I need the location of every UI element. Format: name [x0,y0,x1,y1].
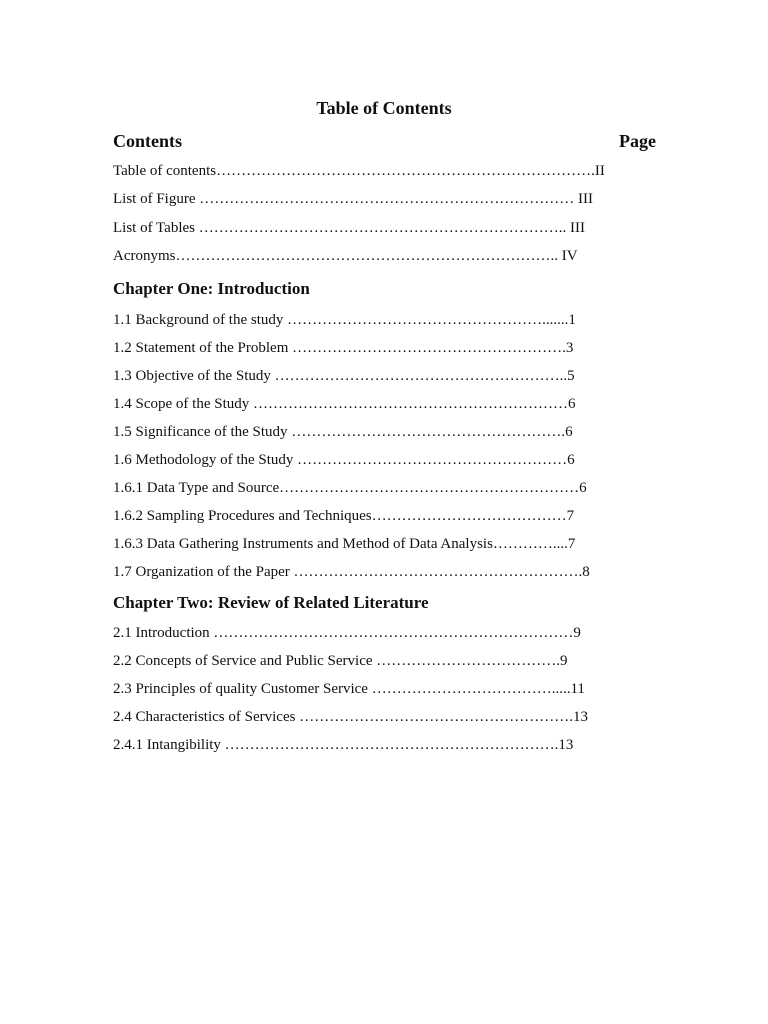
toc-page-number: 1 [568,312,576,328]
toc-entry-label: Acronyms [113,248,176,264]
toc-entry-label: 2.4 Characteristics of Services [113,709,296,725]
toc-leader-dots: ……………………………………………………… [249,396,568,412]
toc-entry-list-of-figure [113,189,593,209]
contents-column-heading: Contents [113,131,183,151]
toc-page-number: 6 [567,452,575,468]
toc-entry-1-6-2 [113,506,574,526]
toc-leader-dots: ………………………………………………. [288,340,566,356]
toc-entry-label: 2.1 Introduction [113,625,210,641]
toc-entry-1-2 [113,338,573,358]
toc-page-number: III [570,220,585,236]
toc-entry-label: 2.4.1 Intangibility [113,737,221,753]
toc-entry-label: 1.7 Organization of the Paper [113,564,290,580]
toc-leader-dots: ………………………………………………….. [270,368,568,384]
toc-page-number: 9 [560,653,568,669]
toc-entry-2-2 [113,651,568,671]
chapter-two-heading: Chapter Two: Review of Related Literature [113,593,429,612]
toc-leader-dots: ………………………………………………………………… [195,191,578,207]
toc-leader-dots: …………………………………………………………. [220,737,559,753]
toc-leader-dots: ………….... [492,536,568,552]
toc-leader-dots: …………………………………………………. [289,564,583,580]
toc-page-number: 6 [579,480,587,496]
toc-page-number: 13 [572,709,588,725]
toc-leader-dots: ……………………………………………....... [283,312,569,328]
toc-page-number: III [578,191,593,207]
toc-entry-2-1 [113,623,581,643]
toc-page-number: II [594,163,605,179]
toc-entry-label: List of Tables [113,220,195,236]
toc-leader-dots: ………………………………… [371,508,567,524]
toc-entry-label: 1.3 Objective of the Study [113,368,271,384]
toc-entry-label: 1.6.2 Sampling Procedures and Techniques [113,508,372,524]
toc-entry-table-of-contents [113,161,605,181]
toc-entry-label: 2.2 Concepts of Service and Public Service [113,653,373,669]
toc-leader-dots: …………………………………………………… [279,480,580,496]
toc-leader-dots: ……………………………………………………………… [209,625,574,641]
toc-entry-1-5 [113,422,573,442]
toc-entry-acronyms [113,246,578,266]
toc-entry-label: 1.6.1 Data Type and Source [113,480,280,496]
toc-page-number: 9 [573,625,581,641]
toc-page-number: 5 [567,368,575,384]
toc-entry-label: 1.2 Statement of the Problem [113,340,289,356]
toc-entry-2-4-1 [113,735,573,755]
toc-page-number: IV [561,248,578,264]
toc-leader-dots: ………………………………. [372,653,561,669]
document-title: Table of Contents [316,98,452,118]
toc-entry-1-4 [113,394,576,414]
toc-entry-label: 1.5 Significance of the Study [113,424,288,440]
toc-leader-dots: ………………………………..... [367,681,571,697]
toc-entry-label: 1.6 Methodology of the Study [113,452,294,468]
toc-page-number: 8 [582,564,590,580]
toc-leader-dots: ………………………………………………. [295,709,573,725]
toc-leader-dots: ………………………………………………. [287,424,566,440]
toc-entry-label: 1.1 Background of the study [113,312,284,328]
page-column-heading: Page [619,131,656,151]
toc-entry-label: 1.4 Scope of the Study [113,396,250,412]
toc-entry-2-4 [113,707,588,727]
toc-entry-1-1 [113,310,576,330]
toc-page-number: 7 [566,508,575,524]
toc-entry-label: 2.3 Principles of quality Customer Service [113,681,368,697]
toc-page-number: 6 [568,396,576,412]
toc-page-number: 6 [565,424,573,440]
toc-entry-1-7 [113,562,590,582]
toc-entry-1-3 [113,366,575,386]
toc-entry-label: Table of contents [113,163,217,179]
toc-entry-1-6 [113,450,575,470]
toc-leader-dots: ……………………………………………………………….. [195,220,570,236]
chapter-one-heading: Chapter One: Introduction [113,279,310,298]
toc-page-number: 11 [570,681,585,697]
toc-entry-1-6-3 [113,534,575,554]
toc-page-number: 3 [565,340,574,356]
toc-leader-dots: …………………………………………………………………. [216,163,595,179]
toc-entry-label: List of Figure [113,191,196,207]
toc-entry-label: 1.6.3 Data Gathering Instruments and Method of Data Analysis [113,536,493,552]
toc-entry-1-6-1 [113,478,587,498]
contents-header [113,129,656,153]
toc-entry-2-3 [113,679,585,699]
toc-page-number: 13 [558,737,574,753]
toc-leader-dots: ………………………………………………………………….. [175,248,562,264]
toc-leader-dots: ……………………………………………… [293,452,568,468]
toc-entry-list-of-tables [113,218,585,238]
toc-page-number: 7 [567,536,576,552]
